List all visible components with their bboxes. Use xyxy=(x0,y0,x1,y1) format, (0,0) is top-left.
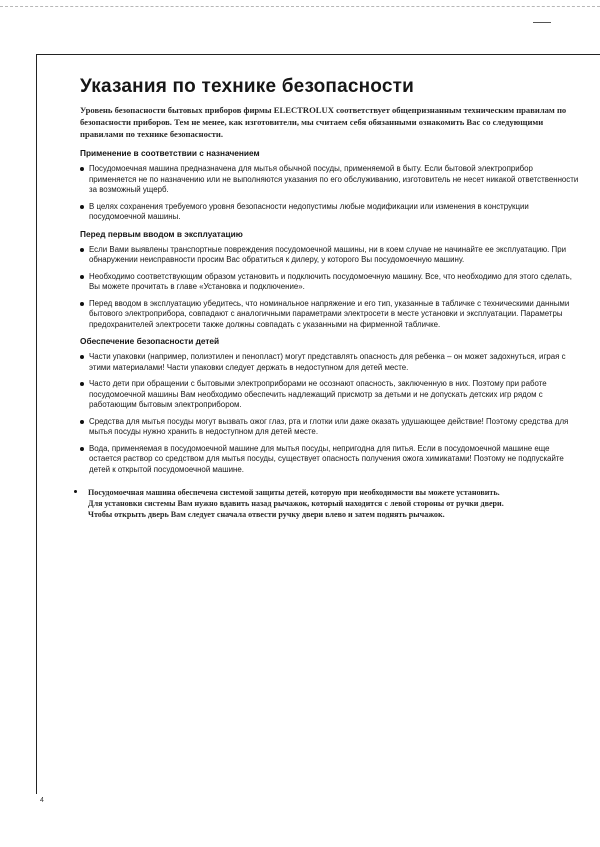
list-item xyxy=(80,299,580,331)
list-item-text: Части упаковки (например, полиэтилен и пенопласт) могут представлять опасность для ребенка – он может задохнуться, играя с этими материалами! Части упаковки следует держать в недоступном для детей месте. xyxy=(89,352,566,372)
list-item xyxy=(80,379,580,411)
list-item xyxy=(80,417,580,438)
list-item-text: Вода, применяемая в посудомоечной машине для мытья посуды, непригодна для питья. Если в посудомоечной машине еще остается раствор со средством для мытья посуды, существует опасность получения ожога химикатами! Поэтому не подпускайте детей к открытой посудомоечной машине. xyxy=(89,443,564,474)
bullet-icon xyxy=(80,420,84,424)
section-heading: Применение в соответствии с назначением xyxy=(80,148,260,158)
section-child-safety xyxy=(80,336,580,475)
list-item-text: Средства для мытья посуды могут вызвать ожог глаз, рта и глотки или даже оказать удушающее действие! Поэтому средства для мытья посуды нужно хранить в недоступном для детей месте. xyxy=(89,416,569,436)
bullet-icon xyxy=(80,447,84,451)
bullet-icon xyxy=(80,302,84,306)
section-heading: Обеспечение безопасности детей xyxy=(80,336,220,346)
section-heading: Перед первым вводом в эксплуатацию xyxy=(80,228,243,239)
child-lock-note xyxy=(74,487,508,520)
list-item-text: Перед вводом в эксплуатацию убедитесь, что номинальное напряжение и его тип, указанные в табличке с техническими данными бытового электроприбора, совпадают с аналогичными параметрами электросети в месте установки и эксплуатации. Параметры предохранителей электросети также должны совпадать с указанными на фирменной табличке. xyxy=(89,298,570,329)
bullet-icon xyxy=(80,355,84,359)
child-lock-note-text: Посудомоечная машина обеспечена системой защиты детей, которую при необходимости вы можете установить. Для установки системы Вам нужно вдавить назад рычажок, который находится с левой стороны от ручки двери. Чтобы открыть дверь Вам следует сначала отвести ручку двери влево и затем поднять рычажок. xyxy=(88,488,504,519)
bullet-icon xyxy=(80,382,84,386)
list-item xyxy=(80,444,580,476)
list-item-text: Посудомоечная машина предназначена для мытья обычной посуды, применяемой в быту. Если бытовой электроприбор применяется не по назначению или не выполняются указания по его обслуживанию, изготовитель не несет никакой ответственности за возможный ущерб. xyxy=(89,164,579,194)
list-item-text: Часто дети при обращении с бытовыми электроприборами не осознают опасность, заключенную в них. Поэтому при работе посудомоечной машины Вам необходимо обеспечить надлежащий присмотр за детьми и не допускать детских игр рядом с работающим бытовым электроприбором. xyxy=(89,379,547,409)
bullet-icon xyxy=(80,248,84,252)
intro-paragraph: Уровень безопасности бытовых приборов фирмы ELECTROLUX соответствует общепризнанным техническим правилам по безопасности приборов. Тем не менее, как изготовители, мы считаем себя обязанными ознакомить Вас со следующими правилами по технике безопасности. xyxy=(80,105,567,139)
list-item xyxy=(80,245,580,266)
list-item xyxy=(80,272,580,293)
list-item xyxy=(80,352,580,373)
section-intended-use xyxy=(80,148,580,223)
list-item-text: В целях сохранения требуемого уровня безопасности недопустимы любые модификации или изменения в конструкции посудомоечной машины. xyxy=(89,201,529,221)
page-frame-left-rule xyxy=(36,54,37,794)
section-before-first-use xyxy=(80,229,580,331)
document-body xyxy=(80,76,580,520)
page-number: 4 xyxy=(40,797,44,804)
scan-edge-mark xyxy=(0,6,600,7)
bullet-icon xyxy=(74,490,77,493)
list-item-text: Если Вами выявлены транспортные повреждения посудомоечной машины, ни в коем случае не начинайте ее эксплуатацию. При обнаружении неисправности просим Вас обратиться к дилеру, у которого Вы посудомоечную машину. xyxy=(89,244,567,264)
bullet-icon xyxy=(80,205,84,209)
bullet-icon xyxy=(80,167,84,171)
corner-tick-mark xyxy=(533,22,551,23)
page-frame-top-rule xyxy=(36,54,600,55)
page-title: Указания по технике безопасности xyxy=(80,76,415,97)
list-item xyxy=(80,164,580,196)
list-item xyxy=(80,202,580,223)
list-item-text: Необходимо соответствующим образом установить и подключить посудомоечную машину. Все, что необходимо для этого сделать, Вы можете прочитать в главе «Установка и подключение». xyxy=(89,271,572,291)
bullet-icon xyxy=(80,275,84,279)
